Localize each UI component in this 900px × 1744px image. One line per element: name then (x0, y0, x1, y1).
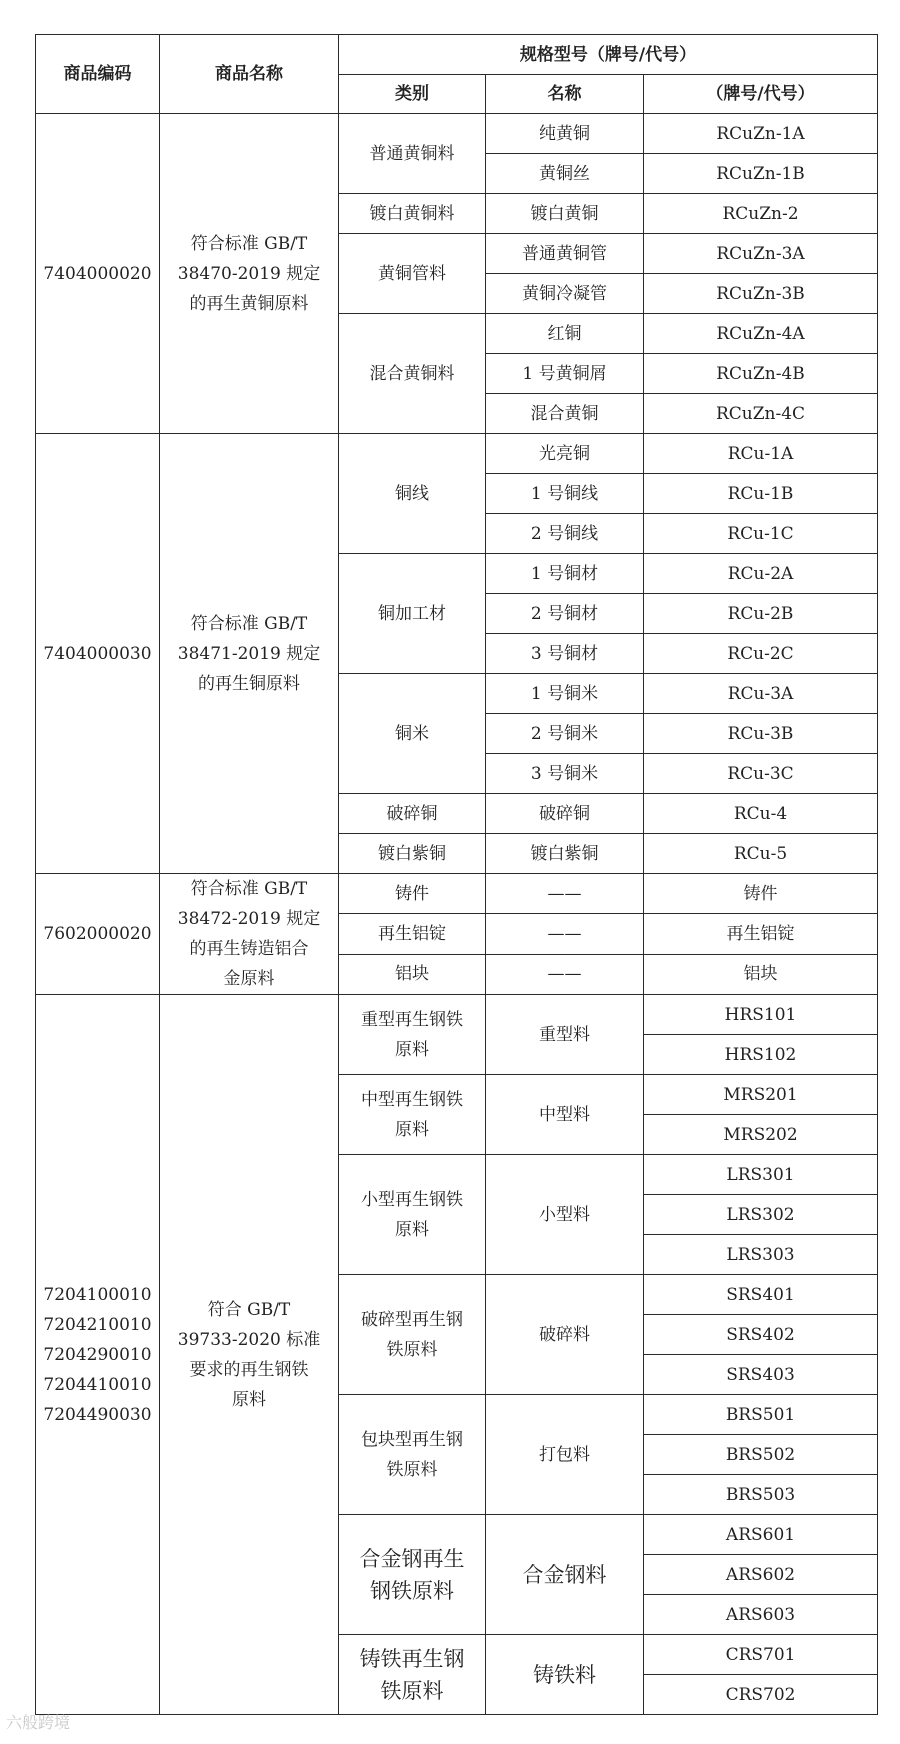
category-cell (339, 1635, 486, 1715)
category-cell (339, 954, 486, 994)
commodity-name (160, 874, 339, 995)
grade-cell: LRS302 (644, 1195, 878, 1235)
item-name-cell: —— (486, 874, 644, 914)
category-cell (339, 314, 486, 434)
grade-cell: 再生铝锭 (644, 914, 878, 954)
category-cell (339, 834, 486, 874)
grade-cell: BRS502 (644, 1435, 878, 1475)
item-name-cell: 重型料 (486, 995, 644, 1075)
item-name-cell: 合金钢料 (486, 1515, 644, 1635)
cell-line: 混合黄铜料 (369, 363, 455, 384)
commodity-name (160, 995, 339, 1715)
grade-cell: RCuZn-4B (644, 354, 878, 394)
item-name-cell: 3 号铜米 (486, 754, 644, 794)
grade-cell: RCuZn-1B (644, 154, 878, 194)
category-cell (339, 434, 486, 554)
table-row (36, 434, 878, 474)
spec-table (35, 34, 878, 1715)
watermark: 六般跨境 (6, 1713, 71, 1732)
grade-cell: CRS702 (644, 1675, 878, 1715)
cell-line: 铁原料 (380, 1678, 444, 1703)
table-row (36, 995, 878, 1035)
grade-cell: RCu-2C (644, 634, 878, 674)
cell-line: 原料 (395, 1039, 429, 1060)
cell-line: 要求的再生钢铁 (189, 1359, 309, 1380)
category-cell (339, 995, 486, 1075)
grade-cell: SRS402 (644, 1315, 878, 1355)
cell-line: 7204490030 (43, 1404, 152, 1425)
grade-cell: MRS202 (644, 1115, 878, 1155)
category-cell (339, 194, 486, 234)
item-name-cell: 3 号铜材 (486, 634, 644, 674)
item-name-cell: 1 号铜米 (486, 674, 644, 714)
item-name-cell: 黄铜丝 (486, 154, 644, 194)
item-name-cell: 1 号黄铜屑 (486, 354, 644, 394)
item-name-cell: —— (486, 914, 644, 954)
header-spec: 规格型号（牌号/代号） (339, 35, 878, 75)
cell-line: 铜米 (395, 723, 429, 744)
cell-line: 38471-2019 规定 (177, 643, 321, 664)
header-category: 类别 (339, 75, 486, 114)
grade-cell: HRS102 (644, 1035, 878, 1075)
cell-line: 中型再生钢铁 (361, 1089, 463, 1110)
cell-line: 镀白黄铜料 (369, 203, 455, 224)
header-name: 商品名称 (160, 35, 339, 114)
item-name-cell: 破碎料 (486, 1275, 644, 1395)
item-name-cell: 黄铜冷凝管 (486, 274, 644, 314)
table-row (36, 874, 878, 914)
cell-line: 普通黄铜料 (369, 143, 455, 164)
cell-line: 38472-2019 规定 (177, 909, 321, 929)
cell-line: 铸铁再生钢 (359, 1646, 465, 1671)
grade-cell: 铸件 (644, 874, 878, 914)
cell-line: 破碎型再生钢 (361, 1309, 463, 1330)
commodity-code (36, 995, 160, 1715)
category-cell (339, 1515, 486, 1635)
grade-cell: RCuZn-1A (644, 114, 878, 154)
category-cell (339, 1075, 486, 1155)
table-row (36, 114, 878, 154)
grade-cell: RCu-5 (644, 834, 878, 874)
category-cell (339, 1275, 486, 1395)
cell-line: 黄铜管料 (378, 263, 446, 284)
grade-cell: ARS602 (644, 1555, 878, 1595)
cell-line: 铝块 (395, 964, 429, 985)
cell-line: 包块型再生钢 (361, 1429, 463, 1450)
commodity-code (36, 874, 160, 995)
commodity-code (36, 114, 160, 434)
grade-cell: ARS603 (644, 1595, 878, 1635)
cell-line: 的再生黄铜原料 (189, 293, 309, 314)
commodity-name (160, 434, 339, 874)
category-cell (339, 874, 486, 914)
grade-cell: RCuZn-2 (644, 194, 878, 234)
item-name-cell: 2 号铜线 (486, 514, 644, 554)
item-name-cell: 混合黄铜 (486, 394, 644, 434)
cell-line: 铜加工材 (378, 603, 446, 624)
header-code: 商品编码 (36, 35, 160, 114)
grade-cell: RCu-3C (644, 754, 878, 794)
cell-line: 7204290010 (43, 1344, 152, 1365)
cell-line: 钢铁原料 (370, 1578, 454, 1603)
cell-line: 铜线 (395, 483, 429, 504)
item-name-cell: 中型料 (486, 1075, 644, 1155)
cell-line: 7404000020 (43, 263, 152, 284)
grade-cell: HRS101 (644, 995, 878, 1035)
grade-cell: SRS403 (644, 1355, 878, 1395)
grade-cell: RCu-4 (644, 794, 878, 834)
cell-line: 铁原料 (386, 1459, 438, 1480)
grade-cell: RCu-3B (644, 714, 878, 754)
category-cell (339, 1395, 486, 1515)
grade-cell: BRS503 (644, 1475, 878, 1515)
item-name-cell: 光亮铜 (486, 434, 644, 474)
item-name-cell: 1 号铜材 (486, 554, 644, 594)
item-name-cell: 2 号铜材 (486, 594, 644, 634)
cell-line: 原料 (232, 1389, 266, 1410)
item-name-cell: 破碎铜 (486, 794, 644, 834)
cell-line: 镀白紫铜 (378, 843, 446, 864)
cell-line: 39733-2020 标准 (177, 1329, 321, 1350)
grade-cell: RCu-3A (644, 674, 878, 714)
grade-cell: LRS301 (644, 1155, 878, 1195)
category-cell (339, 1155, 486, 1275)
grade-cell: MRS201 (644, 1075, 878, 1115)
commodity-code (36, 434, 160, 874)
grade-cell: RCu-2A (644, 554, 878, 594)
item-name-cell: 1 号铜线 (486, 474, 644, 514)
grade-cell: SRS401 (644, 1275, 878, 1315)
cell-line: 原料 (395, 1119, 429, 1140)
grade-cell: RCu-1B (644, 474, 878, 514)
cell-line: 合金钢再生 (359, 1546, 465, 1571)
item-name-cell: 镀白黄铜 (486, 194, 644, 234)
grade-cell: RCu-2B (644, 594, 878, 634)
header-grade: （牌号/代号） (644, 75, 878, 114)
grade-cell: RCuZn-3B (644, 274, 878, 314)
cell-line: 破碎铜 (386, 803, 438, 824)
item-name-cell: 纯黄铜 (486, 114, 644, 154)
grade-cell: RCuZn-4C (644, 394, 878, 434)
cell-line: 再生铝锭 (378, 923, 446, 944)
table-body (36, 114, 878, 1715)
cell-line: 7204410010 (43, 1374, 152, 1395)
cell-line: 7404000030 (43, 643, 152, 664)
item-name-cell: 普通黄铜管 (486, 234, 644, 274)
item-name-cell: 铸铁料 (486, 1635, 644, 1715)
cell-line: 的再生铜原料 (198, 673, 300, 694)
item-name-cell: 红铜 (486, 314, 644, 354)
cell-line: 7602000020 (43, 924, 152, 944)
cell-line: 38470-2019 规定 (177, 263, 321, 284)
cell-line: 原料 (395, 1219, 429, 1240)
grade-cell: RCu-1A (644, 434, 878, 474)
grade-cell: RCuZn-3A (644, 234, 878, 274)
cell-line: 重型再生钢铁 (361, 1009, 463, 1030)
grade-cell: RCuZn-4A (644, 314, 878, 354)
grade-cell: CRS701 (644, 1635, 878, 1675)
category-cell (339, 674, 486, 794)
grade-cell: RCu-1C (644, 514, 878, 554)
cell-line: 的再生铸造铝合 (189, 939, 309, 959)
item-name-cell: 打包料 (486, 1395, 644, 1515)
category-cell (339, 554, 486, 674)
cell-line: 7204210010 (43, 1314, 152, 1335)
cell-line: 符合标准 GB/T (190, 613, 308, 634)
cell-line: 铸件 (395, 883, 429, 904)
commodity-name (160, 114, 339, 434)
grade-cell: LRS303 (644, 1235, 878, 1275)
category-cell (339, 234, 486, 314)
header-item-name: 名称 (486, 75, 644, 114)
cell-line: 符合标准 GB/T (190, 879, 308, 899)
category-cell (339, 794, 486, 834)
grade-cell: 铝块 (644, 954, 878, 994)
grade-cell: ARS601 (644, 1515, 878, 1555)
item-name-cell: 镀白紫铜 (486, 834, 644, 874)
item-name-cell: —— (486, 954, 644, 994)
cell-line: 7204100010 (43, 1284, 152, 1305)
category-cell (339, 914, 486, 954)
cell-line: 符合 GB/T (207, 1299, 291, 1320)
cell-line: 小型再生钢铁 (361, 1189, 463, 1210)
category-cell (339, 114, 486, 194)
item-name-cell: 2 号铜米 (486, 714, 644, 754)
cell-line: 铁原料 (386, 1339, 438, 1360)
item-name-cell: 小型料 (486, 1155, 644, 1275)
cell-line: 金原料 (223, 969, 275, 989)
cell-line: 符合标准 GB/T (190, 233, 308, 254)
grade-cell: BRS501 (644, 1395, 878, 1435)
